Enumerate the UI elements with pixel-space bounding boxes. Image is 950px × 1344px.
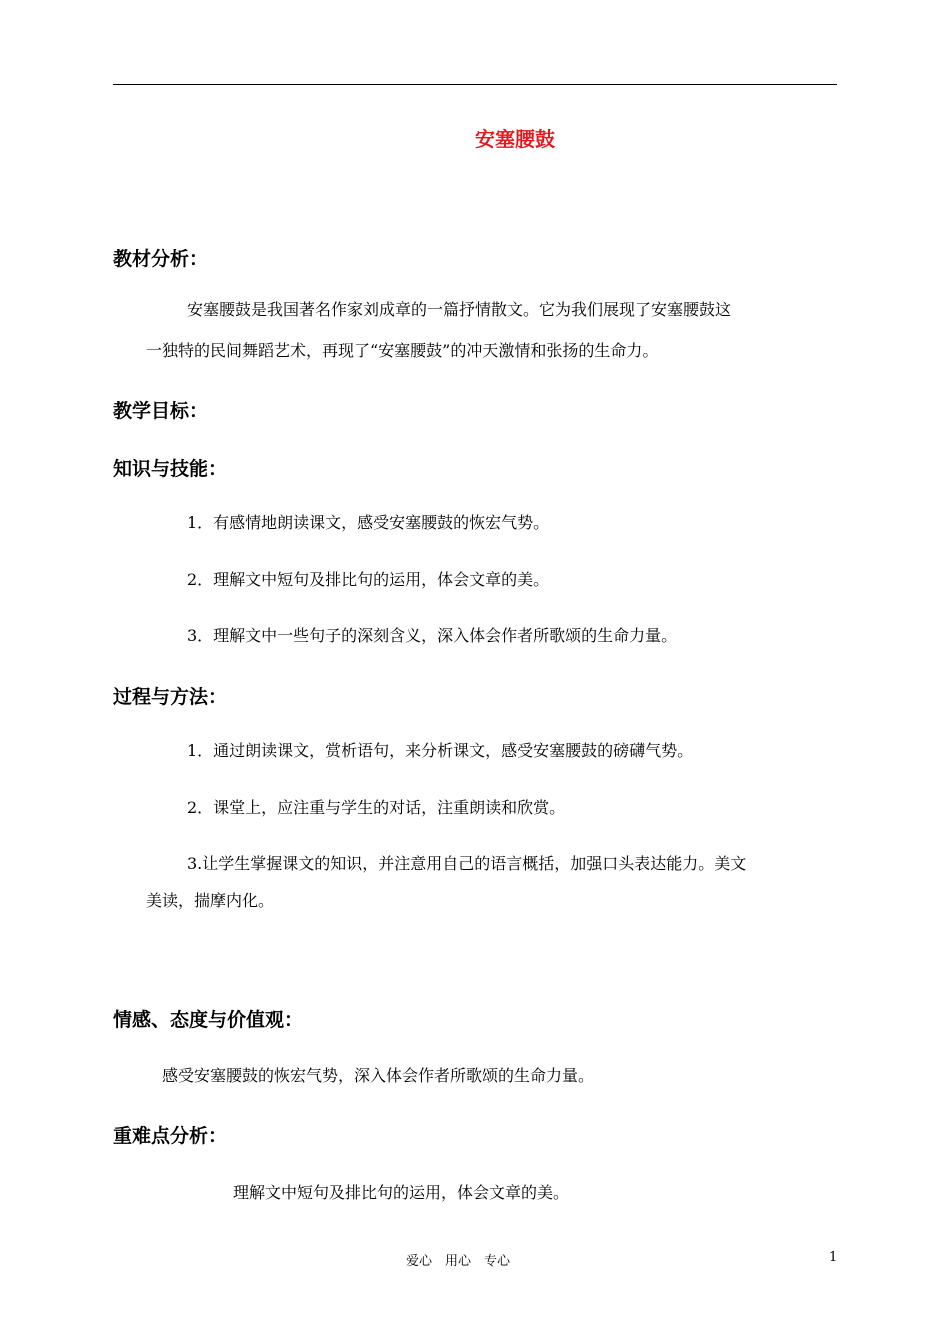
- heading-knowledge-skills: 知识与技能：: [113, 458, 228, 480]
- material-paragraph-line-1: 安塞腰鼓是我国著名作家刘成章的一篇抒情散文。它为我们展现了安塞腰鼓这: [187, 300, 732, 319]
- heading-process-methods: 过程与方法：: [113, 686, 228, 708]
- page-number: 1: [829, 1250, 838, 1265]
- knowledge-item-2: 2．理解文中短句及排比句的运用，体会文章的美。: [187, 570, 550, 589]
- process-item-2: 2．课堂上，应注重与学生的对话，注重朗读和欣赏。: [187, 798, 566, 817]
- document-title: 安塞腰鼓: [475, 127, 555, 151]
- heading-key-difficulties: 重难点分析：: [113, 1125, 228, 1147]
- material-paragraph-line-2: 一独特的民间舞蹈艺术，再现了“安塞腰鼓”的冲天激情和张扬的生命力。: [146, 341, 659, 360]
- header-rule: [113, 84, 837, 85]
- heading-teaching-goals: 教学目标：: [113, 400, 209, 422]
- footer-motto: 爱心 用心 专心: [406, 1254, 511, 1269]
- knowledge-item-3: 3．理解文中一些句子的深刻含义，深入体会作者所歌颂的生命力量。: [187, 626, 678, 645]
- heading-material-analysis: 教材分析：: [113, 248, 209, 270]
- process-item-1: 1．通过朗读课文，赏析语句，来分析课文，感受安塞腰鼓的磅礴气势。: [187, 741, 694, 760]
- difficulty-paragraph: 理解文中短句及排比句的运用，体会文章的美。: [233, 1183, 570, 1202]
- emotion-paragraph: 感受安塞腰鼓的恢宏气势，深入体会作者所歌颂的生命力量。: [162, 1066, 595, 1085]
- heading-emotion-values: 情感、态度与价值观：: [113, 1009, 304, 1031]
- knowledge-item-1: 1．有感情地朗读课文，感受安塞腰鼓的恢宏气势。: [187, 513, 550, 532]
- process-item-3-line-1: 3.让学生掌握课文的知识，并注意用自己的语言概括，加强口头表达能力。美文: [187, 854, 747, 873]
- process-item-3-line-2: 美读，揣摩内化。: [146, 891, 275, 910]
